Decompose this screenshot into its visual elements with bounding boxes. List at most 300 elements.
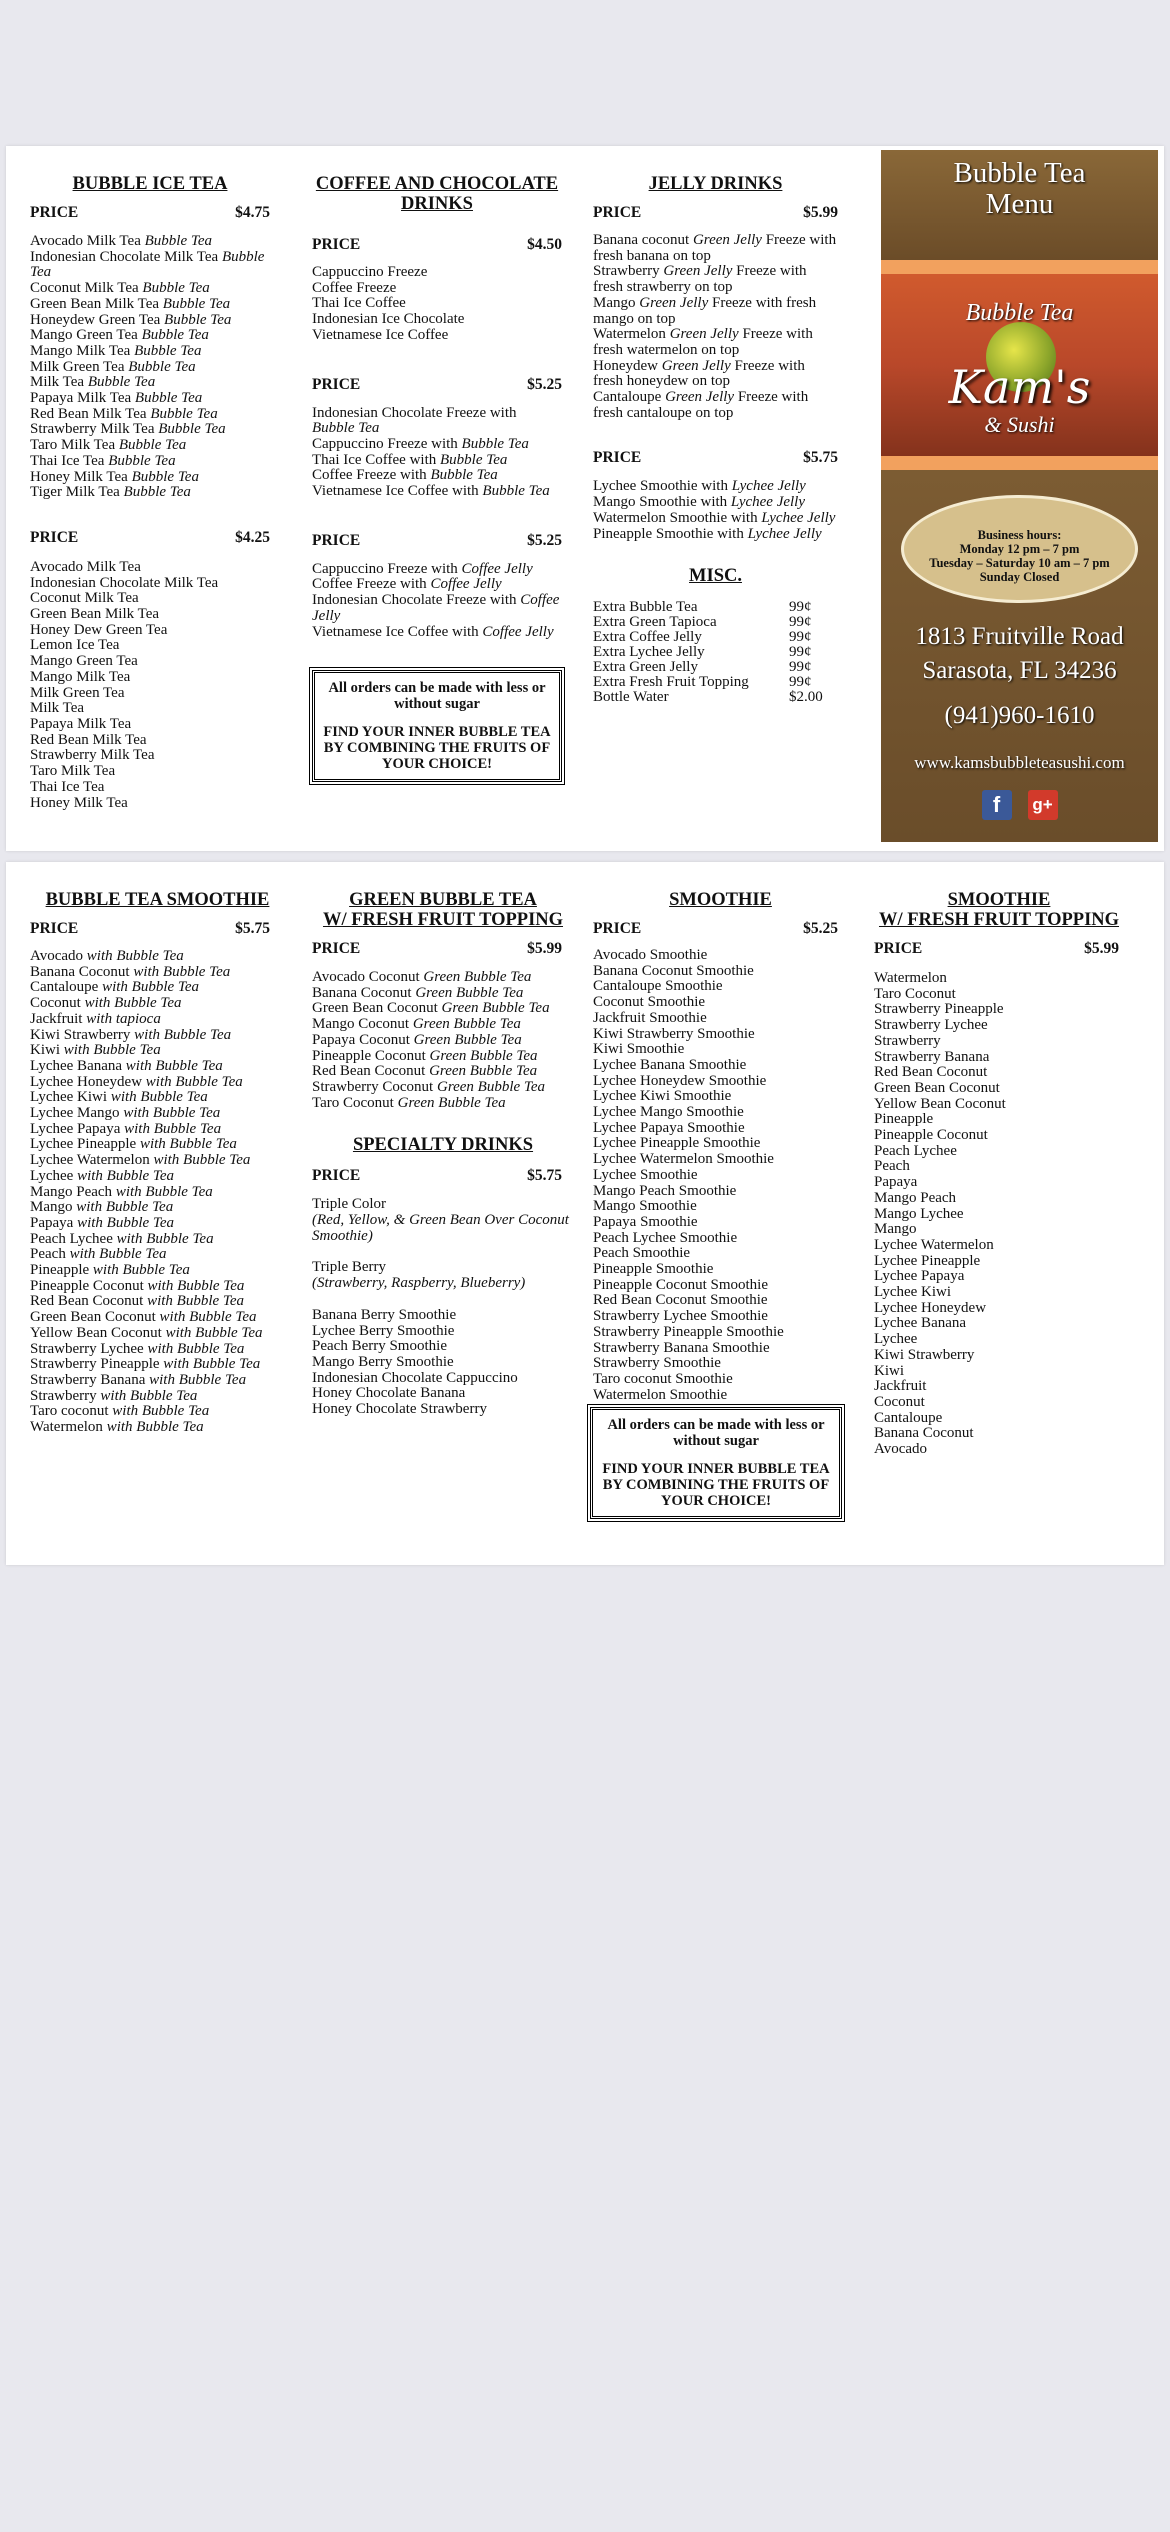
item-name: Green Bean Coconut	[312, 1000, 442, 1017]
list-item: Mango Green Tea	[30, 653, 138, 670]
section-heading: BUBBLE TEA SMOOTHIE	[45, 890, 270, 910]
list-item: Taro Milk Tea	[30, 763, 116, 780]
list-item: Jackfruit Smoothie	[593, 1009, 707, 1026]
price-label: PRICE	[312, 236, 361, 253]
item-addon: Bubble Tea	[158, 421, 226, 438]
list-item: Lychee Pineapple Smoothie	[593, 1135, 761, 1152]
item-addon: Bubble Tea	[312, 420, 380, 437]
list-item	[593, 390, 838, 421]
website: www.kamsbubbleteasushi.com	[914, 753, 1125, 772]
sugar-notice: All orders can be made with less or without sugar	[607, 1417, 825, 1450]
list-item	[30, 1279, 285, 1295]
item-addon: Green Jelly	[665, 389, 735, 406]
list-item	[30, 1232, 285, 1248]
item-addon: with Bubble Tea	[77, 1214, 175, 1231]
misc-row	[593, 660, 838, 675]
list-item: Mango Peach Smoothie	[593, 1182, 737, 1199]
list-item: Lychee Banana Smoothie	[593, 1056, 747, 1073]
item-name: Indonesian Chocolate Freeze with	[312, 592, 521, 609]
item-list	[312, 562, 562, 641]
item-name: Watermelon Smoothie with	[593, 509, 762, 526]
item-addon: Bubble Tea	[131, 468, 199, 485]
bubble-ice-tea-section	[30, 174, 270, 811]
list-item	[30, 422, 270, 438]
item-list	[30, 949, 285, 1436]
list-item	[30, 1357, 285, 1373]
list-item: Honey Milk Tea	[30, 794, 128, 811]
brand-tagline: Bubble Tea	[965, 300, 1074, 326]
combine-fruits-notice: FIND YOUR INNER BUBBLE TEA BY COMBINING THE FRUITS OF YOUR CHOICE!	[602, 1461, 830, 1510]
bubble-tea-smoothie-section	[30, 890, 285, 1436]
item-addon: with Bubble Tea	[133, 963, 231, 980]
list-item	[312, 562, 562, 578]
price-label: PRICE	[312, 531, 361, 549]
list-item	[30, 281, 270, 297]
item-addon: with Bubble Tea	[77, 1167, 175, 1184]
list-item	[30, 1263, 285, 1279]
item-note: (Red, Yellow, & Green Bean Over Coconut Smoothie)	[312, 1212, 569, 1244]
item-addon: with Bubble Tea	[69, 1246, 167, 1263]
list-item: Kiwi Strawberry Smoothie	[593, 1025, 755, 1042]
hours-sunday: Sunday Closed	[979, 570, 1060, 584]
list-item: Milk Tea	[30, 700, 85, 717]
list-item	[312, 468, 562, 484]
item-addon: Green Jelly	[661, 357, 731, 374]
item-name: Indonesian Chocolate Milk Tea	[30, 248, 222, 265]
list-item: Indonesian Chocolate Milk Tea	[30, 574, 219, 591]
item-name: Watermelon	[593, 326, 670, 343]
price-value: $5.75	[235, 920, 270, 937]
list-item	[30, 1185, 285, 1201]
sugar-notice: All orders can be made with less or without sugar	[328, 680, 546, 713]
list-item: Kiwi Smoothie	[593, 1041, 685, 1058]
list-item	[30, 234, 270, 250]
list-item: Mango	[874, 1221, 917, 1238]
list-item	[30, 1075, 285, 1091]
section-heading: COFFEE AND CHOCOLATE DRINKS	[315, 174, 559, 214]
item-name: Mango Milk Tea	[30, 342, 135, 359]
price-label: PRICE	[312, 940, 361, 957]
list-item	[312, 453, 562, 469]
item-name: Avocado	[30, 948, 87, 964]
list-item: Strawberry Milk Tea	[30, 747, 155, 764]
list-item: Coconut	[874, 1393, 925, 1410]
item-name: Coconut Milk Tea	[30, 280, 143, 297]
list-item	[30, 1420, 285, 1436]
list-item: Green Bean Coconut	[874, 1079, 1000, 1096]
item-name: Lychee Mango	[30, 1105, 124, 1122]
item-addon: Green Bubble Tea	[429, 1063, 538, 1080]
list-item	[30, 344, 270, 360]
list-item-note	[312, 1276, 574, 1292]
item-name: Strawberry Banana	[30, 1371, 150, 1388]
list-item	[312, 1049, 574, 1065]
item-addon: Bubble Tea	[123, 484, 191, 501]
item-addon: Green Bubble Tea	[429, 1047, 538, 1064]
price-label: PRICE	[593, 920, 642, 937]
item-list	[593, 948, 848, 1403]
item-name: Banana Coconut	[30, 963, 134, 980]
list-item	[593, 264, 838, 295]
item-addon: Bubble Tea	[134, 390, 203, 407]
list-item	[30, 297, 270, 313]
item-name: Cantaloupe	[30, 979, 103, 996]
list-item	[312, 577, 562, 593]
list-item: Cantaloupe	[874, 1409, 943, 1426]
item-name: Thai Ice Coffee	[312, 295, 406, 312]
item-addon: with Bubble Tea	[115, 1183, 213, 1200]
item-addon: with Bubble Tea	[145, 1073, 243, 1090]
item-addon: Green Jelly	[639, 294, 709, 311]
price-value: $5.25	[527, 375, 562, 393]
section-heading: GREEN BUBBLE TEA	[349, 890, 537, 910]
list-item	[30, 1294, 285, 1310]
item-name: Honeydew Green Tea	[30, 311, 165, 328]
price-row	[312, 940, 562, 958]
item-name: Coffee Freeze with	[312, 467, 431, 484]
item-addon: with Bubble Tea	[124, 1120, 222, 1137]
price-row	[312, 376, 562, 394]
item-addon: with Bubble Tea	[147, 1277, 245, 1294]
item-name: Lychee Pineapple	[30, 1136, 140, 1153]
item-addon: with Bubble Tea	[165, 1324, 263, 1341]
list-item: Red Bean Coconut Smoothie	[593, 1292, 768, 1309]
list-item	[30, 1310, 285, 1326]
price-value: $5.75	[527, 1167, 562, 1185]
list-item: Strawberry Banana Smoothie	[593, 1339, 770, 1356]
misc-item-price: 99¢	[789, 674, 812, 691]
item-addon: Bubble Tea	[482, 483, 550, 500]
list-item: Lychee Honeydew Smoothie	[593, 1072, 767, 1089]
list-item	[593, 296, 838, 327]
item-addon: Bubble Tea	[144, 233, 212, 249]
list-item	[312, 1033, 574, 1049]
item-note: (Strawberry, Raspberry, Blueberry)	[312, 1275, 526, 1292]
misc-item-name: Extra Fresh Fruit Topping	[593, 674, 749, 691]
list-item: Mango Berry Smoothie	[312, 1353, 454, 1370]
item-description: Freeze with fresh cantaloupe on top	[593, 389, 809, 421]
item-name: Pineapple Smoothie with	[593, 525, 748, 542]
list-item	[593, 233, 838, 264]
item-name: Pineapple Coconut	[312, 1047, 430, 1064]
list-item: Pineapple Coconut	[874, 1127, 988, 1144]
list-item	[312, 296, 562, 312]
item-addon: with Bubble Tea	[84, 995, 182, 1012]
price-label: PRICE	[30, 204, 79, 221]
list-item: Thai Ice Tea	[30, 778, 105, 795]
cover-panel	[881, 150, 1158, 842]
item-name: Red Bean Milk Tea	[30, 405, 151, 422]
list-item: Avocado	[874, 1441, 928, 1458]
list-item: Lychee Papaya Smoothie	[593, 1119, 745, 1136]
item-addon: Bubble Tea	[30, 248, 265, 281]
item-name: Mango	[30, 1199, 77, 1216]
price-row	[593, 449, 838, 467]
item-addon: with Bubble Tea	[149, 1371, 247, 1388]
item-addon: Bubble Tea	[150, 405, 218, 422]
list-item	[312, 281, 562, 297]
item-name: Watermelon	[30, 1419, 107, 1436]
item-name: Kiwi	[30, 1042, 64, 1059]
facebook-icon: f	[982, 790, 1012, 820]
item-name: Lychee Watermelon	[30, 1152, 154, 1169]
list-item	[30, 1373, 285, 1389]
list-item: Strawberry Lychee	[874, 1017, 988, 1034]
item-addon: Bubble Tea	[141, 327, 209, 344]
item-name: Strawberry Coconut	[312, 1078, 437, 1095]
list-item	[30, 1216, 285, 1232]
misc-item-name: Extra Coffee Jelly	[593, 629, 702, 646]
item-name: Cappuccino Freeze	[312, 264, 428, 280]
item-addon: Green Jelly	[663, 263, 733, 280]
list-item: Cantaloupe Smoothie	[593, 978, 723, 995]
item-addon: with Bubble Tea	[63, 1042, 161, 1059]
list-item: Peach	[874, 1158, 910, 1175]
price-value: $5.75	[803, 449, 838, 467]
item-name: Taro Milk Tea	[30, 437, 119, 454]
list-item	[30, 1153, 285, 1169]
list-item: Pineapple Smoothie	[593, 1261, 714, 1278]
list-item: Avocado Smoothie	[593, 947, 708, 963]
list-item	[30, 980, 285, 996]
list-item	[593, 527, 838, 543]
list-item: Mango Lychee	[874, 1205, 964, 1222]
item-addon: with Bubble Tea	[125, 1057, 223, 1074]
price-row	[30, 920, 270, 938]
list-item	[30, 1028, 285, 1044]
item-name: Papaya Coconut	[312, 1031, 414, 1048]
list-item: Banana Coconut Smoothie	[593, 962, 754, 979]
list-item	[30, 360, 270, 376]
item-name: Cappuccino Freeze with	[312, 435, 462, 452]
item-addon: Coffee Jelly	[430, 576, 502, 593]
list-item	[30, 470, 270, 486]
item-addon: with Bubble Tea	[147, 1293, 245, 1310]
list-item	[30, 1404, 285, 1420]
list-item	[593, 495, 838, 511]
item-name: Vietnamese Ice Coffee with	[312, 483, 483, 500]
price-label: PRICE	[312, 1167, 361, 1185]
list-item: Mango Peach	[874, 1189, 957, 1206]
item-name: Papaya Milk Tea	[30, 390, 135, 407]
item-name: Lychee Kiwi	[30, 1089, 111, 1106]
list-item	[30, 391, 270, 407]
brand-name: Kam's	[948, 360, 1091, 414]
item-description: Freeze with fresh strawberry on top	[593, 263, 807, 296]
price-row	[30, 204, 270, 222]
list-item	[593, 327, 838, 358]
price-row	[593, 920, 838, 938]
item-addon: Green Bubble Tea	[413, 1031, 522, 1048]
item-addon: Bubble Tea	[430, 467, 498, 484]
item-name: Jackfruit	[30, 1010, 87, 1027]
cover-title: Bubble Tea Menu	[953, 157, 1086, 220]
misc-row	[593, 615, 838, 630]
list-item: Lychee Kiwi Smoothie	[593, 1088, 732, 1105]
address	[881, 620, 1158, 688]
misc-row	[593, 690, 838, 705]
list-item: Lychee Smoothie	[593, 1166, 698, 1183]
section-subheading: W/ FRESH FRUIT TOPPING	[878, 910, 1120, 930]
misc-row	[593, 630, 838, 645]
list-item	[30, 949, 285, 965]
item-name: Pineapple Coconut	[30, 1277, 148, 1294]
price-value: $4.50	[527, 236, 562, 253]
item-addon: with Bubble Tea	[86, 948, 184, 964]
list-item	[30, 407, 270, 423]
list-item: Lychee Watermelon	[874, 1236, 994, 1253]
list-item: Triple Color	[312, 1196, 387, 1213]
price-row	[874, 940, 1119, 958]
item-name: Lychee Banana	[30, 1057, 126, 1074]
misc-heading: MISC.	[689, 566, 742, 587]
list-item	[30, 1122, 285, 1138]
list-item: Lychee	[874, 1331, 918, 1348]
item-name: Avocado Milk Tea	[30, 233, 145, 249]
list-item: Strawberry Pineapple	[874, 1001, 1004, 1018]
item-addon: with Bubble Tea	[100, 1387, 198, 1404]
hours-monday: Monday 12 pm – 7 pm	[959, 542, 1080, 556]
misc-item-price: 99¢	[789, 599, 812, 616]
item-addon: Green Bubble Tea	[412, 1016, 521, 1033]
item-name: Taro Coconut	[312, 1094, 398, 1111]
phone-number: (941)960-1610	[944, 702, 1095, 729]
list-item: Papaya	[874, 1174, 918, 1191]
business-hours	[901, 495, 1138, 603]
item-addon: Coffee Jelly	[312, 592, 560, 624]
item-list	[312, 1308, 574, 1418]
list-item: Peach Smoothie	[593, 1245, 691, 1262]
list-item: Peach Lychee	[874, 1142, 957, 1159]
list-item	[30, 1059, 285, 1075]
item-list	[30, 234, 270, 501]
list-item: Watermelon Smoothie	[593, 1386, 728, 1403]
list-item	[30, 1326, 285, 1342]
item-list	[30, 560, 270, 811]
section-subheading: W/ FRESH FRUIT TOPPING	[322, 910, 564, 930]
list-item: Banana Berry Smoothie	[312, 1306, 457, 1323]
menu-page-2	[6, 862, 1164, 1565]
item-name: Vietnamese Ice Coffee	[312, 326, 449, 343]
list-item	[30, 1247, 285, 1263]
list-item	[312, 265, 562, 281]
item-addon: Bubble Tea	[440, 451, 508, 468]
smoothie-section	[593, 890, 848, 1519]
list-item	[312, 312, 562, 328]
list-item: Taro Coconut	[874, 985, 956, 1002]
list-item: Honey Dew Green Tea	[30, 621, 168, 638]
list-item: Milk Green Tea	[30, 684, 125, 701]
misc-item-price: 99¢	[789, 629, 812, 646]
misc-item-price: 99¢	[789, 644, 812, 661]
price-value: $5.25	[527, 531, 562, 549]
list-item	[30, 1012, 285, 1028]
list-item	[30, 328, 270, 344]
price-value: $4.25	[235, 528, 270, 546]
list-item	[30, 438, 270, 454]
list-item	[30, 1137, 285, 1153]
item-description: Freeze with fresh banana on top	[593, 232, 837, 264]
price-value: $5.99	[803, 204, 838, 221]
sugar-notice-box	[590, 1407, 842, 1519]
item-addon: Bubble Tea	[87, 374, 156, 391]
section-heading: SMOOTHIE	[669, 890, 772, 910]
item-name: Strawberry Lychee	[30, 1340, 148, 1357]
misc-item-price: $2.00	[789, 689, 823, 706]
list-item: Papaya Smoothie	[593, 1213, 698, 1230]
item-name: Milk Tea	[30, 374, 88, 391]
item-name: Thai Ice Coffee with	[312, 451, 441, 468]
item-addon: Bubble Tea	[118, 437, 187, 454]
list-item: Watermelon	[874, 970, 947, 986]
list-item	[30, 996, 285, 1012]
item-name: Mango Peach	[30, 1183, 116, 1200]
item-name: Banana Coconut	[312, 984, 416, 1001]
list-item	[30, 1106, 285, 1122]
item-addon: with Bubble Tea	[92, 1262, 190, 1279]
list-item: Kiwi	[874, 1362, 904, 1379]
list-item	[312, 593, 562, 624]
price-value: $5.99	[527, 940, 562, 957]
item-name: Strawberry Milk Tea	[30, 421, 159, 438]
item-name: Honeydew	[593, 357, 662, 374]
price-row	[593, 204, 838, 222]
item-addon: Green Bubble Tea	[441, 1000, 550, 1017]
list-item: Lychee Kiwi	[874, 1284, 952, 1301]
price-label: PRICE	[30, 528, 79, 546]
item-name: Lychee Smoothie with	[593, 478, 732, 495]
item-description: Freeze with fresh watermelon on top	[593, 326, 813, 358]
item-name: Peach	[30, 1246, 70, 1263]
item-name: Avocado Coconut	[312, 969, 424, 985]
list-item: Jackfruit	[874, 1378, 927, 1395]
item-addon: Green Bubble Tea	[415, 984, 524, 1001]
price-label: PRICE	[30, 920, 79, 937]
list-item: Avocado Milk Tea	[30, 558, 141, 575]
list-item	[30, 313, 270, 329]
item-addon: Lychee Jelly	[761, 509, 836, 526]
item-list	[312, 265, 562, 344]
list-item	[30, 1043, 285, 1059]
cover-stripe	[881, 456, 1158, 470]
list-item: Lychee Banana	[874, 1315, 967, 1332]
item-addon: Bubble Tea	[134, 342, 202, 359]
misc-item-price: 99¢	[789, 614, 812, 631]
section-heading: BUBBLE ICE TEA	[72, 174, 228, 194]
list-item: Kiwi Strawberry	[874, 1346, 975, 1363]
specialty-heading: SPECIALTY DRINKS	[352, 1135, 534, 1156]
list-item	[30, 1169, 285, 1185]
item-name: Mango	[593, 294, 640, 311]
item-name: Tiger Milk Tea	[30, 484, 124, 501]
specialty-list	[312, 1197, 574, 1417]
item-name: Coffee Freeze with	[312, 576, 431, 593]
item-name: Lychee Papaya	[30, 1120, 125, 1137]
item-name: Taro coconut	[30, 1403, 113, 1420]
item-name: Lychee Honeydew	[30, 1073, 146, 1090]
item-name: Indonesian Ice Chocolate	[312, 311, 465, 328]
item-name: Mango Coconut	[312, 1016, 413, 1033]
list-item: Strawberry Lychee Smoothie	[593, 1308, 768, 1325]
item-addon: with Bubble Tea	[134, 1026, 232, 1043]
item-addon: Lychee Jelly	[731, 478, 806, 495]
item-addon: with Bubble Tea	[102, 979, 200, 996]
list-item: Mango Milk Tea	[30, 668, 131, 685]
item-name: Strawberry Pineapple	[30, 1356, 164, 1373]
list-item: Taro coconut Smoothie	[593, 1370, 733, 1387]
section-heading: SMOOTHIE	[947, 890, 1051, 910]
item-addon: with Bubble Tea	[76, 1199, 174, 1216]
